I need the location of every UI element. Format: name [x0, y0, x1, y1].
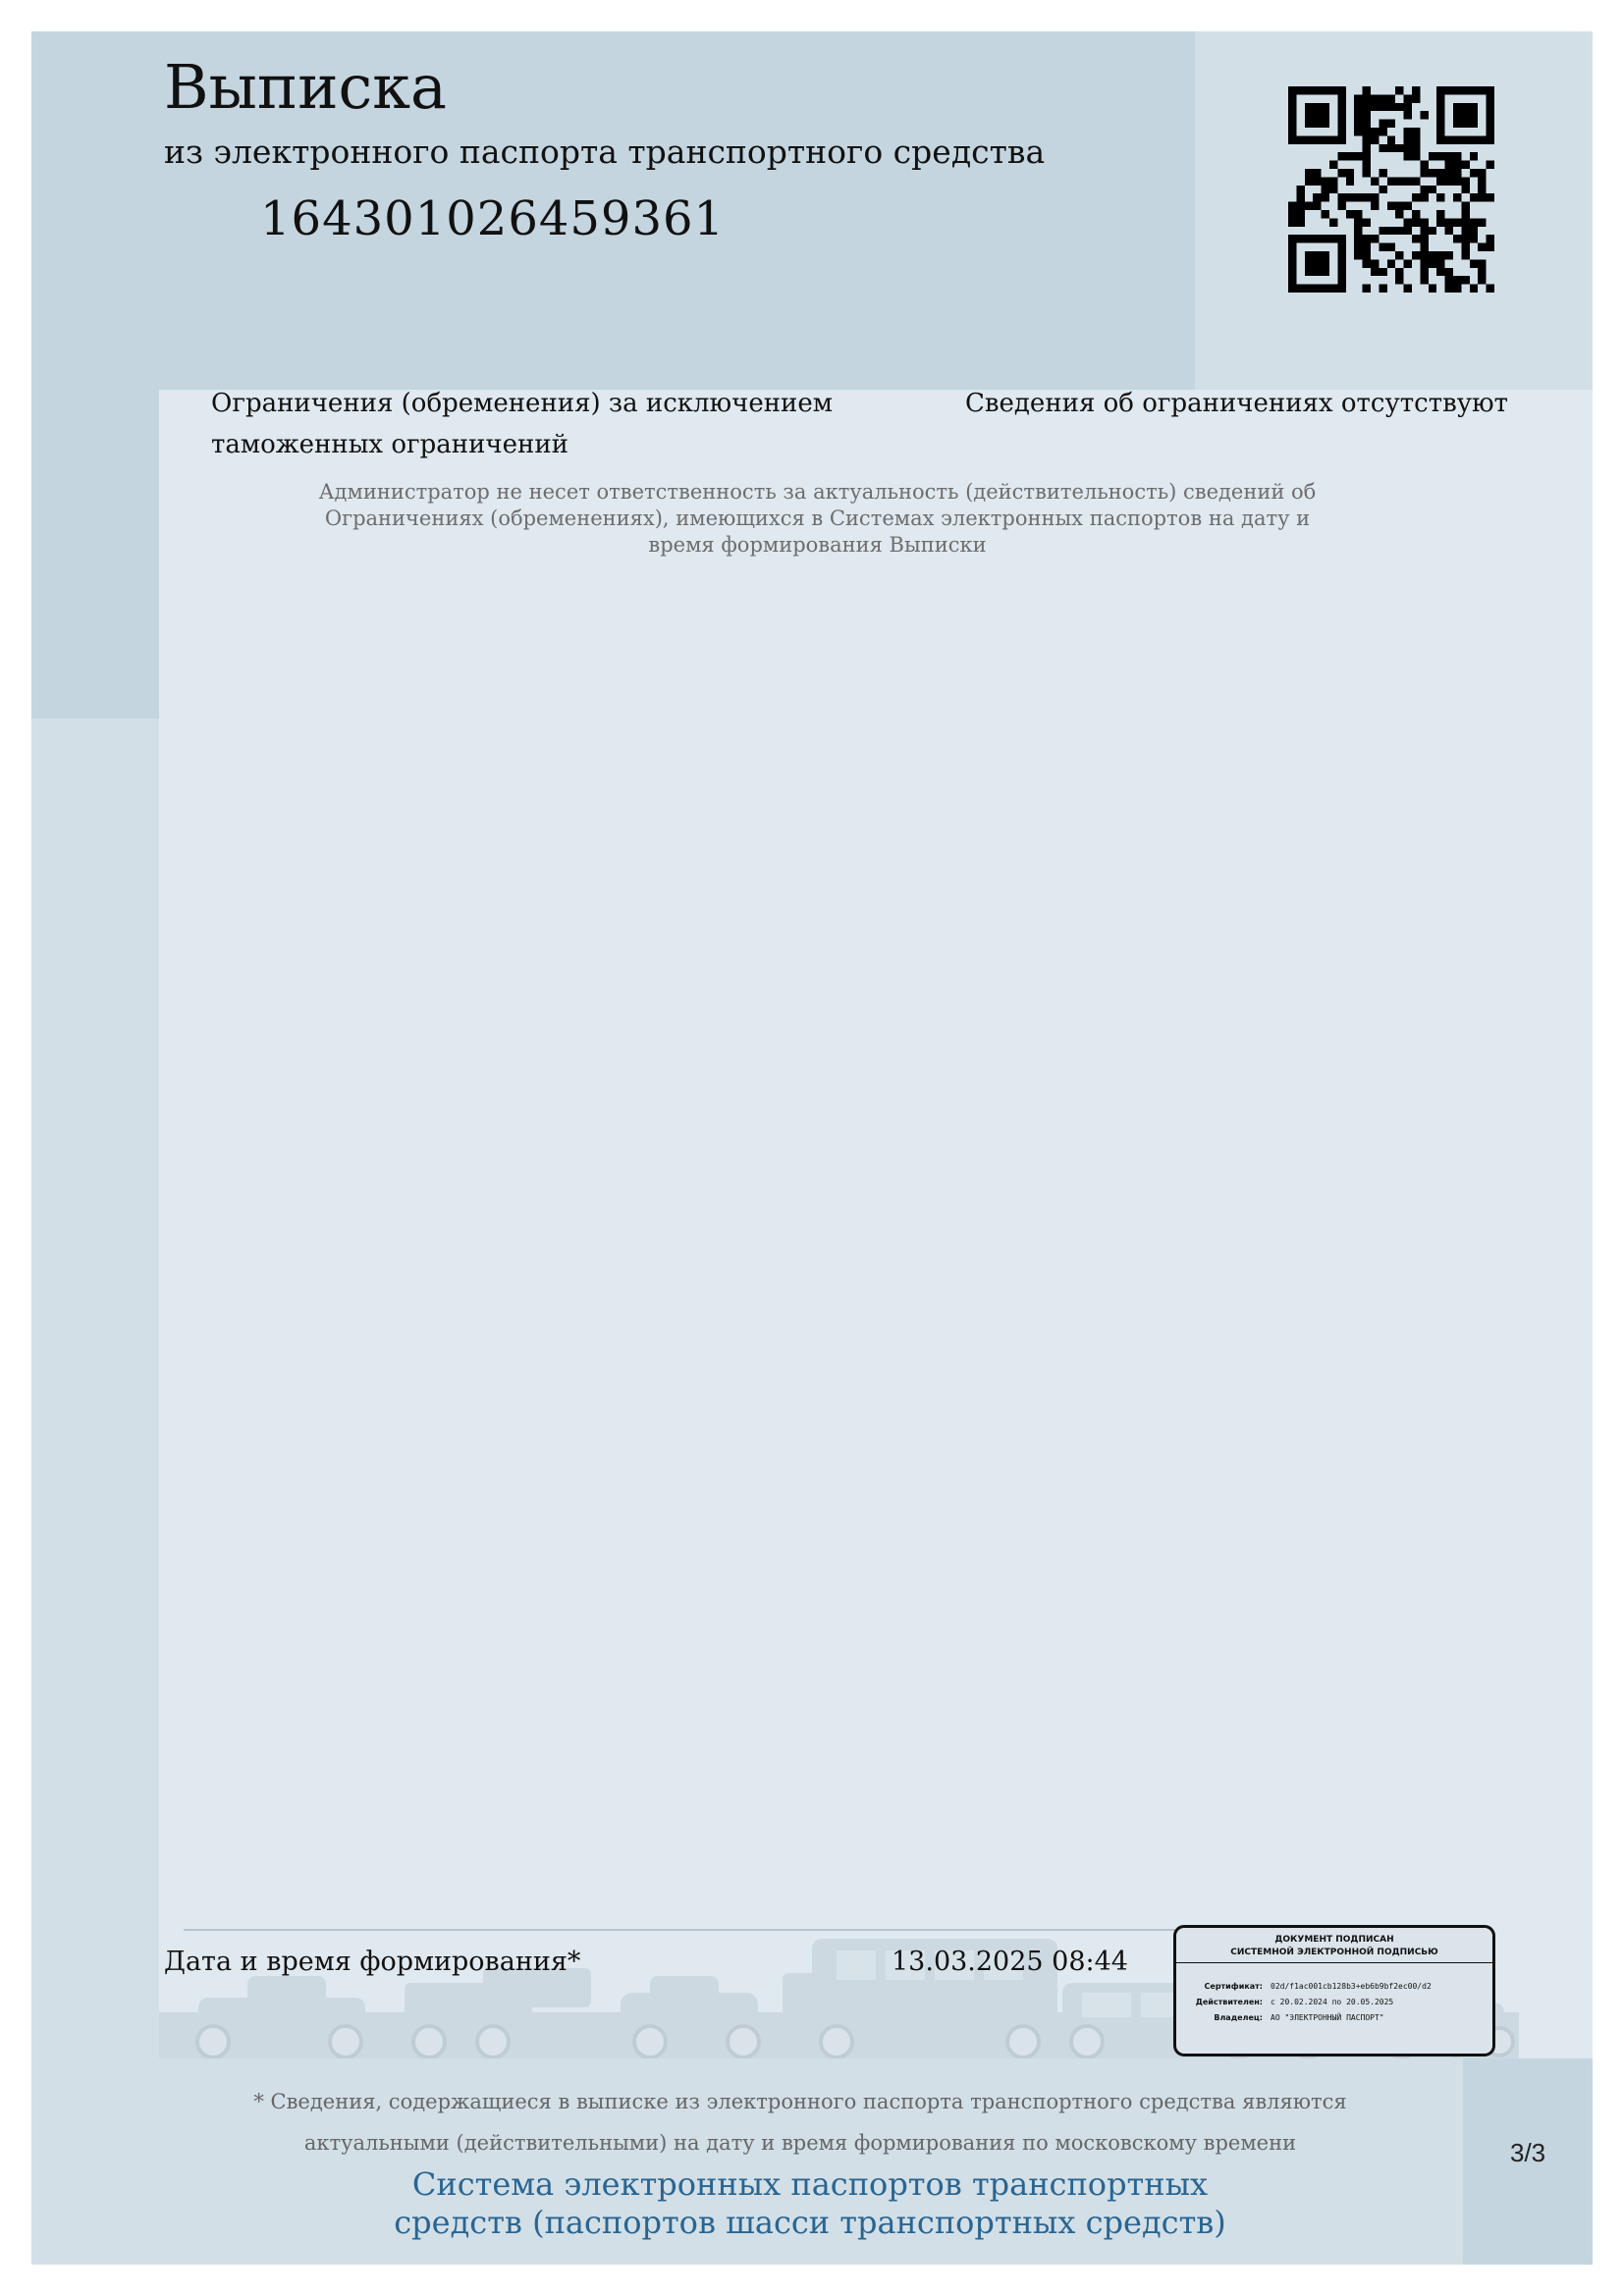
content-area: [159, 390, 1593, 2058]
page-number: 3/3: [1510, 2138, 1546, 2167]
disclaimer-line: Ограничениях (обременениях), имеющихся в Системах электронных паспортов на дату и: [324, 507, 1311, 530]
stamp-value: АО "ЭЛЕКТРОННЫЙ ПАСПОРТ": [1271, 2013, 1384, 2022]
document-title: Выписка: [164, 51, 447, 123]
restrictions-label-line: таможенных ограничений: [211, 430, 568, 459]
document-subtitle: из электронного паспорта транспортного средства: [164, 133, 1046, 171]
restrictions-label-line: Ограничения (обременения) за исключением: [211, 389, 834, 418]
footnote-line: * Сведения, содержащиеся в выписке из электронного паспорта транспортного средства являются: [253, 2090, 1347, 2113]
electronic-signature-stamp: [1173, 1925, 1495, 2056]
stamp-header: [1176, 1928, 1492, 1963]
left-band: [31, 31, 159, 719]
stamp-value: 02d/f1ac001cb128b3+eb6b9bf2ec00/d2: [1271, 1982, 1432, 1991]
stamp-row-validity: [1176, 1995, 1492, 2010]
restrictions-value: Сведения об ограничениях отсутствуют: [965, 389, 1509, 418]
footnote: [196, 2081, 1404, 2163]
stamp-row-owner: [1176, 2010, 1492, 2026]
formation-date-label: Дата и время формирования*: [164, 1947, 581, 1977]
divider: [184, 1929, 1175, 1931]
stamp-row-certificate: [1176, 1979, 1492, 1995]
stamp-value: с 20.02.2024 по 20.05.2025: [1271, 1998, 1394, 2006]
system-name-line: средств (паспортов шасси транспортных средств): [394, 2204, 1226, 2241]
restrictions-label: [211, 383, 898, 465]
stamp-key: Действителен:: [1195, 1998, 1263, 2006]
stamp-key: Владелец:: [1214, 2013, 1263, 2022]
stamp-title-line: ДОКУМЕНТ ПОДПИСАН: [1274, 1935, 1394, 1945]
system-name-line: Система электронных паспортов транспортных: [411, 2165, 1209, 2203]
administrator-disclaimer: [270, 479, 1365, 559]
disclaimer-line: время формирования Выписки: [648, 533, 987, 557]
stamp-details: [1176, 1963, 1492, 2026]
system-name: [334, 2165, 1286, 2242]
footnote-line: актуальными (действительными) на дату и время формирования по московскому времени: [303, 2131, 1297, 2155]
formation-date-value: 13.03.2025 08:44: [892, 1947, 1128, 1977]
qr-code-icon: [1288, 86, 1494, 293]
stamp-title-line: СИСТЕМНОЙ ЭЛЕКТРОННОЙ ПОДПИСЬЮ: [1230, 1948, 1438, 1957]
stamp-key: Сертификат:: [1204, 1982, 1263, 1991]
document-number: 164301026459361: [260, 191, 726, 246]
disclaimer-line: Администратор не несет ответственность за актуальность (действительность) сведений об: [318, 480, 1317, 504]
